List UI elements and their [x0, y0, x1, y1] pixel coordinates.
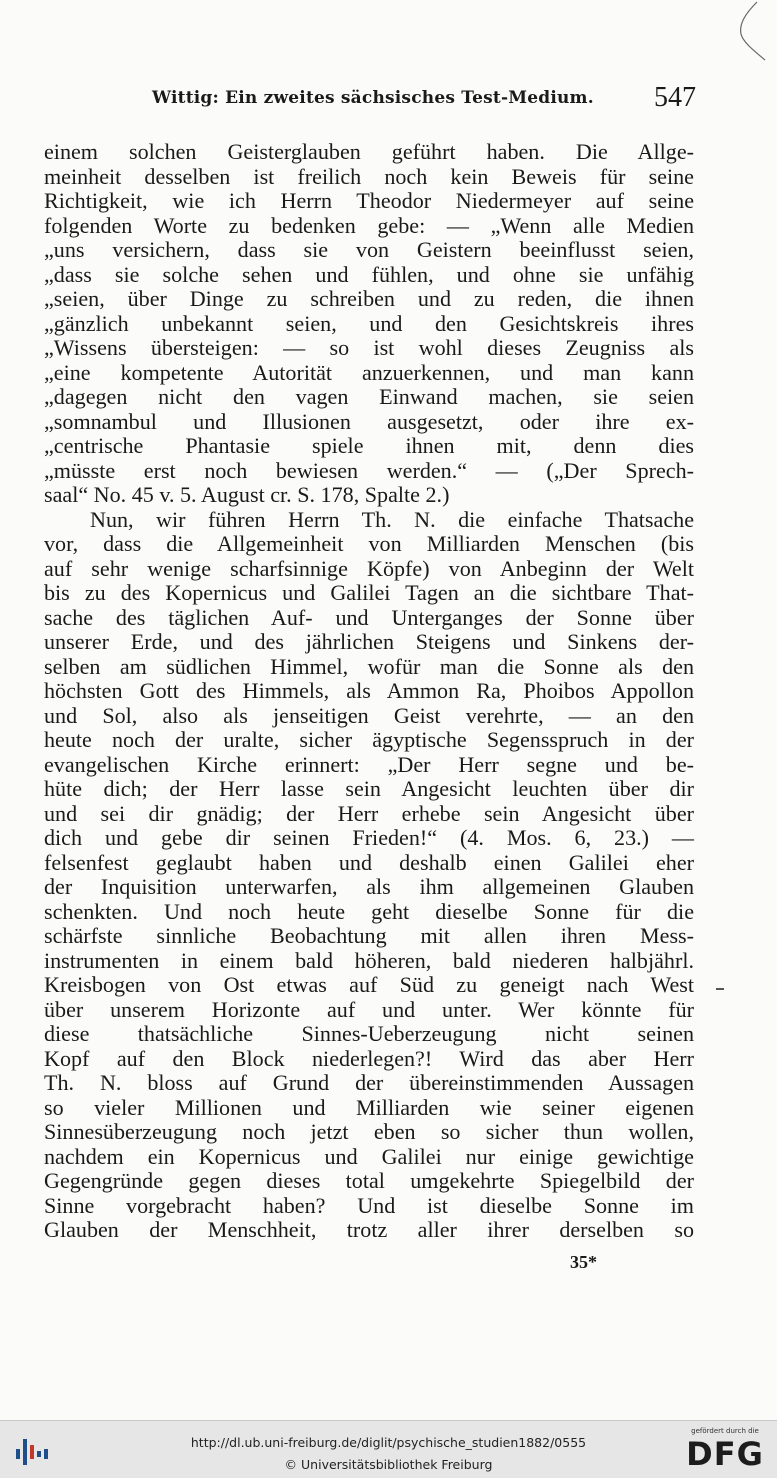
text-line: dich und gebe dir seinen Frieden!“ (4. Mos. 6, 23.) — [44, 825, 694, 850]
text-line: Glauben der Menschheit, trotz aller ihrer derselben so [44, 1217, 694, 1242]
text-line: Kopf auf den Block niederlegen?! Wird das aber Herr [44, 1045, 694, 1071]
text-line: „Wissens übersteigen: — so ist wohl dieses Zeugniss als [44, 335, 694, 360]
text-line: sache des täglichen Auf- und Unterganges der Sonne über [44, 604, 694, 630]
text-line: Kreisbogen von Ost etwas auf Süd zu geneigt nach West [44, 972, 694, 997]
text-line: hüte dich; der Herr lasse sein Angesicht leuchten über dir [44, 776, 694, 801]
footer-bar [0, 1420, 777, 1478]
text-line: „dass sie solche sehen und fühlen, und ohne sie unfähig [44, 261, 694, 287]
page-number: 547 [654, 82, 696, 113]
text-line: über unserem Horizonte auf und unter. Wer könnte für [44, 996, 694, 1022]
margin-dash [716, 988, 724, 990]
running-title: Wittig: Ein zweites sächsisches Test-Medium. [152, 88, 594, 108]
text-line: „uns versichern, dass sie von Geistern beeinflusst seien, [44, 237, 694, 262]
text-line: folgenden Worte zu bedenken gebe: — „Wenn alle Medien [44, 212, 694, 238]
dfg-logo: DFG [686, 1435, 764, 1473]
text-line: vor, dass die Allgemeinheit von Milliarden Menschen (bis [44, 531, 694, 556]
text-line: „gänzlich unbekannt seien, und den Gesichtskreis ihres [44, 310, 694, 336]
text-line: selben am südlichen Himmel, wofür man die Sonne als den [44, 653, 694, 679]
text-line: bis zu des Kopernicus und Galilei Tagen an die sichtbare That- [44, 580, 694, 605]
text-line: evangelischen Kirche erinnert: „Der Herr segne und be- [44, 751, 694, 777]
permalink-url[interactable]: http://dl.ub.uni-freiburg.de/diglit/psychische_studien1882/0555 [190, 1435, 587, 1450]
text-line: „dagegen nicht den vagen Einwand machen, sie seien [44, 384, 694, 409]
text-line: „eine kompetente Autorität anzuerkennen, und man kann [44, 359, 694, 385]
text-line: und sei dir gnädig; der Herr erhebe sein Angesicht über [44, 800, 694, 826]
text-line: und Sol, also als jenseitigen Geist verehrte, — an den [44, 702, 694, 728]
text-line: „müsste erst noch bewiesen werden.“ — („Der Sprech- [44, 457, 694, 483]
corner-curve-mark [731, 0, 771, 70]
signature-mark: 35* [570, 1252, 597, 1272]
text-line: Sinnesüberzeugung noch jetzt eben so sicher thun wollen, [44, 1119, 694, 1144]
text-line: saal“ No. 45 v. 5. August cr. S. 178, Spalte 2.) [44, 482, 450, 507]
text-line: der Inquisition unterwarfen, als ihm allgemeinen Glauben [44, 874, 694, 899]
text-line: Richtigkeit, wie ich Herrn Theodor Niedermeyer auf seine [44, 188, 694, 213]
text-line: schenkten. Und noch heute geht dieselbe Sonne für die [44, 898, 694, 924]
text-line: schärfste sinnliche Beobachtung mit allen ihren Mess- [44, 923, 694, 948]
text-line: höchsten Gott des Himmels, als Ammon Ra, Phoibos Appollon [44, 678, 694, 703]
text-line: Sinne vorgebracht haben? Und ist dieselbe Sonne im [44, 1192, 694, 1218]
text-line: heute noch der uralte, sicher ägyptische Segensspruch in der [44, 727, 694, 752]
running-head [44, 82, 696, 116]
text-line: Th. N. bloss auf Grund der übereinstimmenden Aussagen [44, 1070, 694, 1095]
text-line: instrumenten in einem bald höheren, bald niederen halbjährl. [44, 947, 694, 973]
text-line: nachdem ein Kopernicus und Galilei nur einige gewichtige [44, 1143, 694, 1169]
text-line: einem solchen Geisterglauben geführt haben. Die Allge- [44, 139, 694, 164]
text-line: felsenfest geglaubt haben und deshalb einen Galilei eher [44, 849, 694, 875]
copyright-notice: © Universitätsbibliothek Freiburg [284, 1457, 493, 1472]
text-line: meinheit desselben ist freilich noch kein Beweis für seine [44, 163, 694, 189]
text-line: „centrische Phantasie spiele ihnen mit, denn dies [44, 433, 694, 458]
paragraph-first-line: Nun, wir führen Herrn Th. N. die einfache Thatsache [90, 506, 694, 532]
text-line: „seien, über Dinge zu schreiben und zu reden, die ihnen [44, 286, 694, 311]
text-line: Gegengründe gegen dieses total umgekehrte Spiegelbild der [44, 1168, 694, 1193]
text-line: auf sehr wenige scharfsinnige Köpfe) von Anbeginn der Welt [44, 555, 694, 581]
text-line: so vieler Millionen und Milliarden wie seiner eigenen [44, 1094, 694, 1120]
text-line: diese thatsächliche Sinnes-Ueberzeugung nicht seinen [44, 1021, 694, 1046]
dfg-caption: gefördert durch die [691, 1427, 759, 1435]
text-line: „somnambul und Illusionen ausgesetzt, oder ihre ex- [44, 408, 694, 434]
text-line: unserer Erde, und des jährlichen Steigens und Sinkens der- [44, 629, 694, 654]
body-text [44, 140, 694, 1243]
